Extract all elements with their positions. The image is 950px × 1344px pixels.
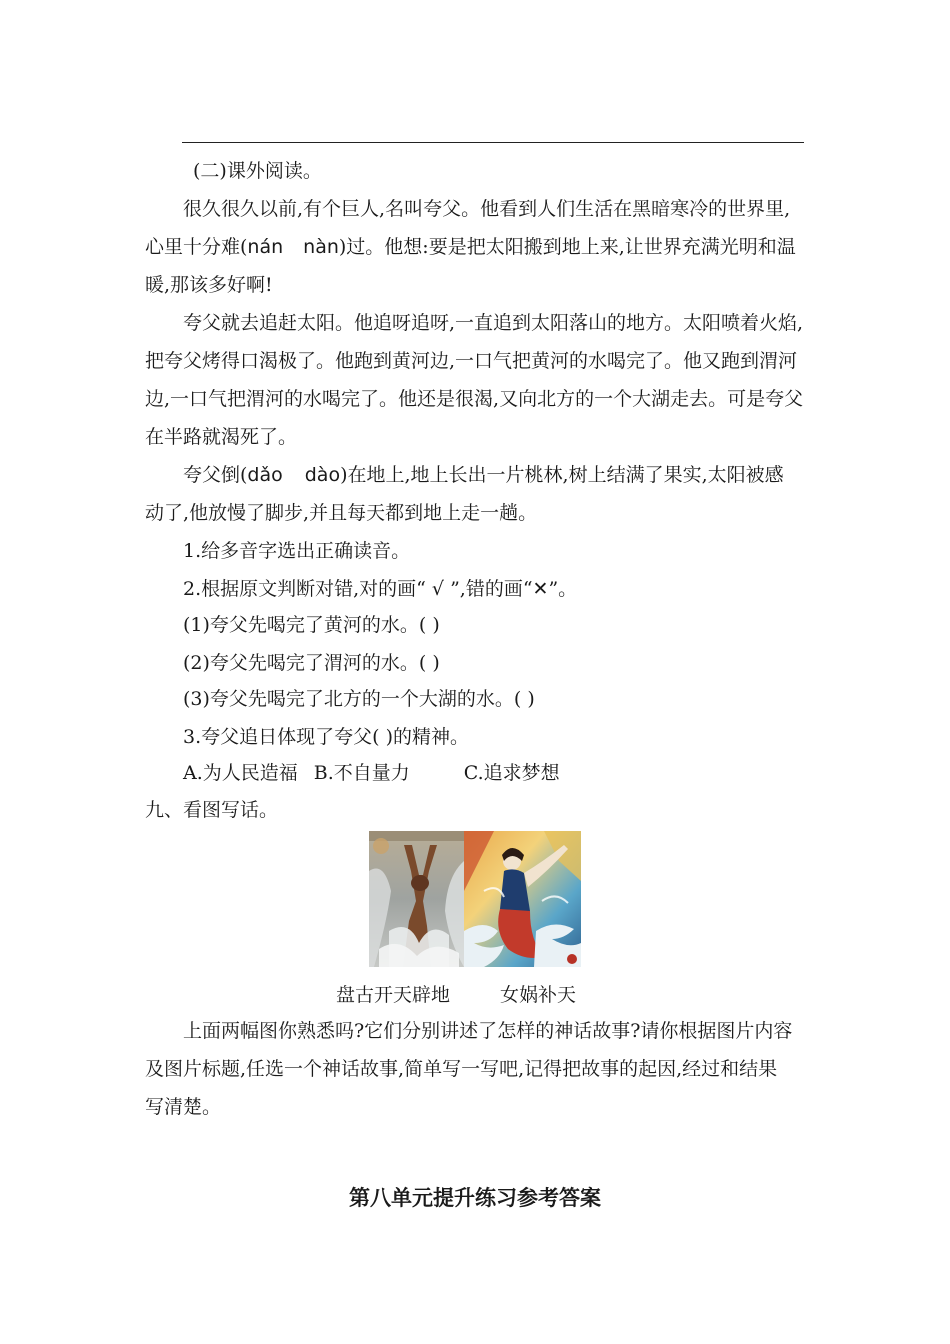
section-heading: (二)课外阅读。 bbox=[193, 160, 322, 182]
question-1: 1.给多音字选出正确读音。 bbox=[183, 540, 411, 562]
writing-prompt-line1: 上面两幅图你熟悉吗?它们分别讲述了怎样的神话故事?请你根据图片内容 bbox=[183, 1020, 793, 1042]
passage-p1-line2-before: 心里十分难( bbox=[145, 236, 248, 258]
question-2-item-3: (3)夸父先喝完了北方的一个大湖的水。( ) bbox=[183, 688, 535, 710]
passage-p3-line1 bbox=[183, 462, 784, 488]
question-2-item-1: (1)夸父先喝完了黄河的水。( ) bbox=[183, 614, 440, 636]
answer-section-title: 第八单元提升练习参考答案 bbox=[349, 1186, 601, 1210]
pinyin-option-dao4: dào bbox=[304, 464, 341, 486]
question-3-options bbox=[183, 760, 560, 786]
passage-p3-line2: 动了,他放慢了脚步,并且每天都到地上走一趟。 bbox=[145, 502, 538, 524]
caption-pangu: 盘古开天辟地 bbox=[336, 984, 451, 1006]
pangu-image bbox=[369, 831, 464, 967]
pinyin-option-dao3: dǎo bbox=[247, 464, 283, 486]
writing-prompt-line3: 写清楚。 bbox=[145, 1096, 222, 1118]
caption-nuwa: 女娲补天 bbox=[500, 984, 577, 1006]
question-2: 2.根据原文判断对错,对的画“ √ ”,错的画“✕”。 bbox=[183, 578, 578, 600]
question-3: 3.夸父追日体现了夸父( )的精神。 bbox=[183, 726, 469, 748]
header-rule bbox=[182, 142, 804, 143]
nuwa-image bbox=[464, 831, 581, 967]
option-b: B.不自量力 bbox=[313, 762, 410, 784]
option-a: A.为人民造福 bbox=[183, 762, 298, 784]
passage-p2-line2: 把夸父烤得口渴极了。他跑到黄河边,一口气把黄河的水喝完了。他又跑到渭河 bbox=[145, 350, 798, 372]
passage-p1-line2-after: )过。他想:要是把太阳搬到地上来,让世界充满光明和温 bbox=[338, 236, 796, 258]
passage-p1-line3: 暖,那该多好啊! bbox=[145, 274, 273, 296]
passage-p2-line1: 夸父就去追赶太阳。他追呀追呀,一直追到太阳落山的地方。太阳喷着火焰, bbox=[183, 312, 804, 334]
pangu-illustration bbox=[369, 831, 464, 967]
writing-prompt-line2: 及图片标题,任选一个神话故事,简单写一写吧,记得把故事的起因,经过和结果 bbox=[145, 1058, 778, 1080]
option-c: C.追求梦想 bbox=[463, 762, 560, 784]
question-2-item-2: (2)夸父先喝完了渭河的水。( ) bbox=[183, 652, 440, 674]
passage-p1-line2 bbox=[145, 234, 796, 260]
passage-p2-line3: 边,一口气把渭河的水喝完了。他还是很渴,又向北方的一个大湖走去。可是夸父 bbox=[145, 388, 804, 410]
passage-p3-line1-after: )在地上,地上长出一片桃林,树上结满了果实,太阳被感 bbox=[340, 464, 784, 486]
pinyin-option-nan2: nán bbox=[247, 236, 284, 258]
passage-p3-line1-before: 夸父倒( bbox=[183, 464, 248, 486]
passage-p2-line4: 在半路就渴死了。 bbox=[145, 426, 298, 448]
writing-heading: 九、看图写话。 bbox=[145, 799, 279, 821]
nuwa-illustration bbox=[464, 831, 581, 967]
story-illustrations bbox=[369, 831, 581, 967]
passage-p1-line1: 很久很久以前,有个巨人,名叫夸父。他看到人们生活在黑暗寒冷的世界里, bbox=[183, 198, 791, 220]
pinyin-option-nan4: nàn bbox=[303, 236, 339, 258]
